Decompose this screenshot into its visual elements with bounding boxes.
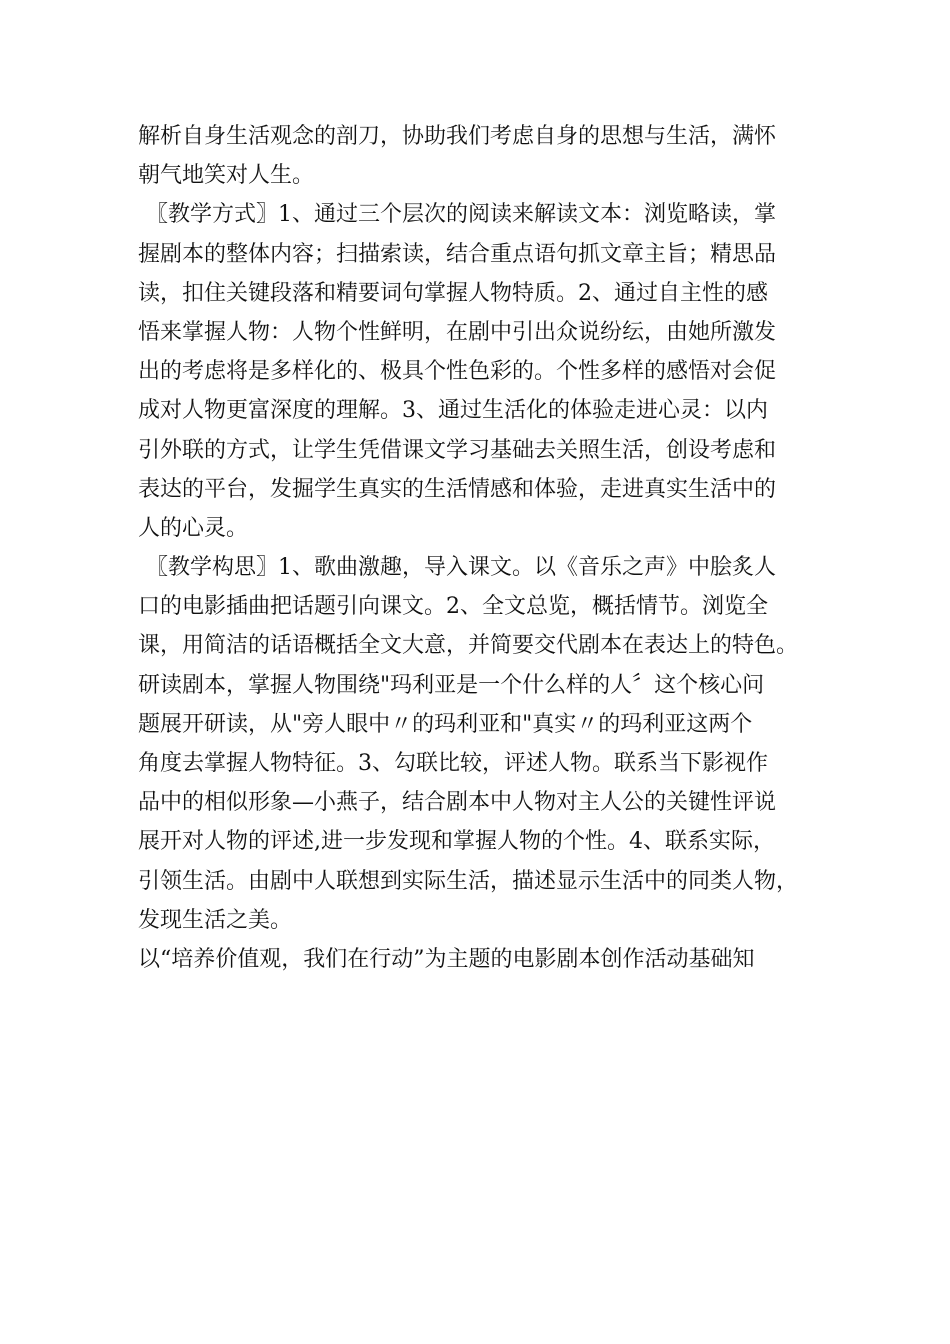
text-line: 读，扣住关键段落和精要词句掌握人物特质。2、通过自主性的感	[138, 280, 768, 306]
text-line: 解析自身生活观念的剖刀，协助我们考虑自身的思想与生活，满怀	[138, 124, 777, 149]
text-line: 引领生活。由剧中人联想到实际生活，描述显示生活中的同类人物，	[138, 868, 799, 894]
text-line: 表达的平台，发掘学生真实的生活情感和体验，走进真实生活中的	[138, 476, 777, 502]
text-line: 口的电影插曲把话题引向课文。2、全文总览，概括情节。浏览全	[138, 594, 768, 620]
text-line: 品中的相似形象—小燕子，结合剧本中人物对主人公的关键性评说	[138, 790, 777, 816]
text-line: 展开对人物的评述,进一步发现和掌握人物的个性。4、联系实际，	[138, 829, 775, 855]
text-line: 人的心灵。	[138, 515, 249, 541]
document-body	[138, 117, 838, 979]
text-line: 〖教学方式〗1、通过三个层次的阅读来解读文本：浏览略读，掌	[146, 202, 776, 228]
text-line: 课，用简洁的话语概括全文大意，并简要交代剧本在表达上的特色。	[138, 633, 799, 659]
text-line: 〖教学构思〗1、歌曲激趣，导入课文。以《音乐之声》中脍炙人	[146, 555, 776, 581]
text-line: 悟来掌握人物：人物个性鲜明，在剧中引出众说纷纭，由她所激发	[138, 319, 777, 345]
text-line: 引外联的方式，让学生凭借课文学习基础去关照生活，创设考虑和	[138, 437, 777, 463]
text-line: 角度去掌握人物特征。3、勾联比较，评述人物。联系当下影视作	[138, 751, 768, 776]
text-line: 朝气地笑对人生。	[138, 163, 315, 189]
text-line: 发现生活之美。	[138, 907, 293, 933]
text-line: 成对人物更富深度的理解。3、通过生活化的体验走进心灵：以内	[138, 398, 768, 424]
text-line: 握剧本的整体内容；扫描索读，结合重点语句抓文章主旨；精思品	[138, 241, 777, 267]
text-line: 题展开研读，从"旁人眼中〃的玛利亚和"真实〃的玛利亚这两个	[138, 711, 753, 737]
text-line: 研读剧本，掌握人物围绕"玛利亚是一个什么样的人〞这个核心问	[138, 672, 765, 698]
text-line: 以“培养价值观，我们在行动”为主题的电影剧本创作活动基础知	[138, 946, 755, 972]
text-line: 出的考虑将是多样化的、极具个性色彩的。个性多样的感悟对会促	[138, 359, 777, 385]
